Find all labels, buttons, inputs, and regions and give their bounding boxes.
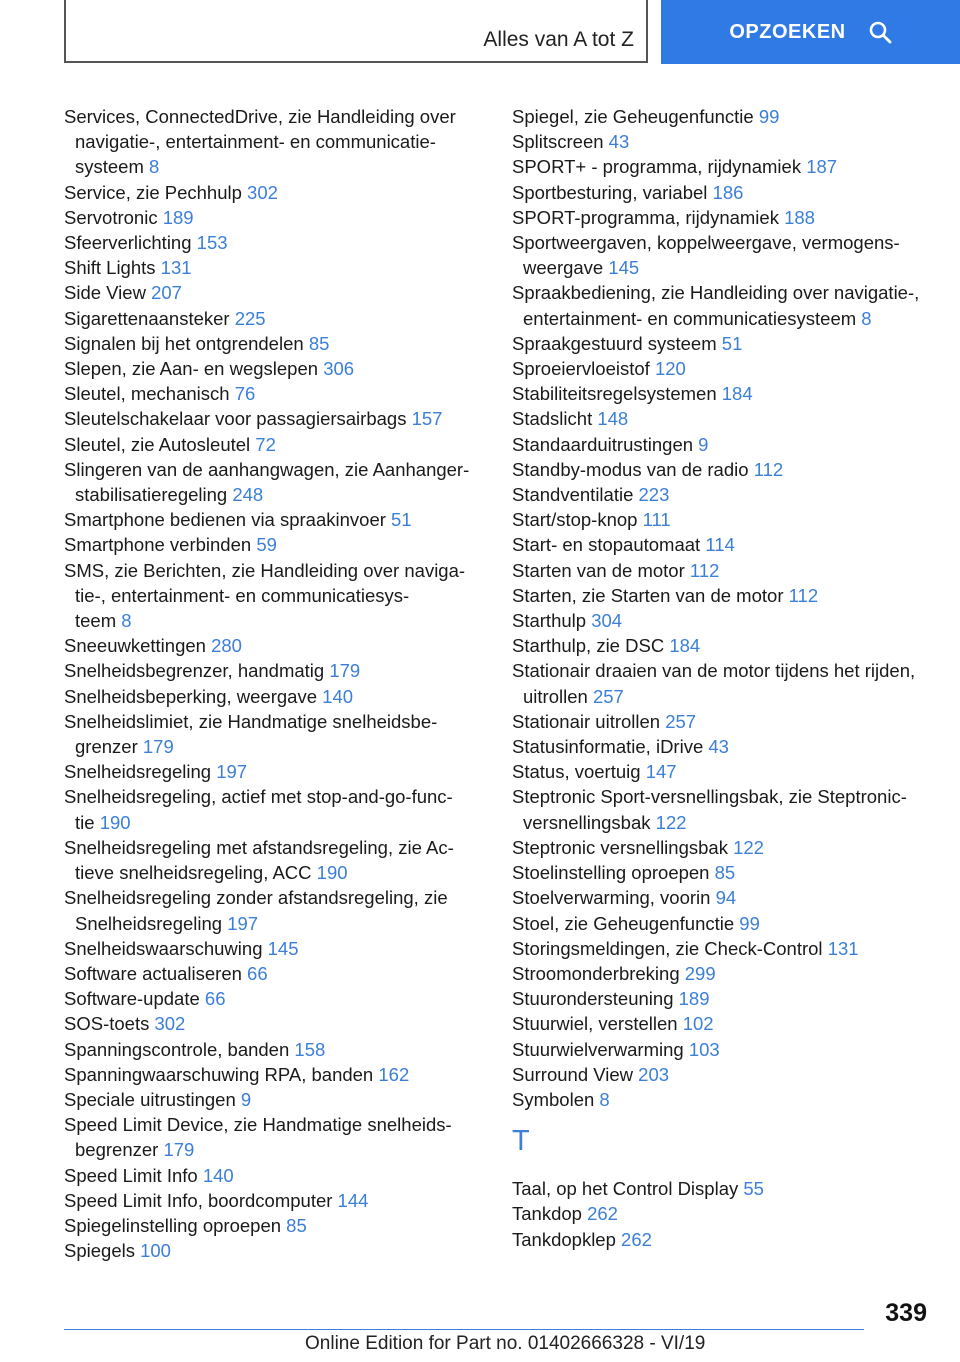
index-entry-text: Stoel, zie Geheugenfunctie	[512, 912, 735, 934]
index-entry-text: Spiegelinstelling oproepen	[64, 1214, 282, 1236]
index-entry-text: Slingeren van de aanhangwagen, zie Aanhanger- stabilisatieregeling	[64, 458, 470, 506]
index-entry-text: Stationair draaien van de motor tijdens het rijden, uitrollen	[512, 660, 916, 707]
page-link[interactable]: 85	[286, 1214, 307, 1236]
index-entry	[512, 331, 932, 356]
index-entry-text: Splitscreen	[512, 131, 604, 153]
index-entry	[512, 482, 932, 507]
index-entry	[512, 104, 932, 129]
index-entry	[512, 432, 932, 457]
page-link[interactable]: 112	[788, 584, 819, 606]
index-entry	[64, 658, 484, 683]
page-link[interactable]: 262	[587, 1203, 618, 1225]
index-entry	[512, 835, 932, 860]
page-link[interactable]: 102	[682, 1013, 714, 1035]
index-entry-text: Snelheidsregeling met afstandsregeling, zie Ac- tieve snelheidsregeling, ACC	[64, 836, 454, 884]
index-entry	[64, 1112, 484, 1162]
index-entry	[512, 759, 932, 784]
page-link[interactable]: 187	[806, 156, 838, 178]
page-link[interactable]: 9	[240, 1088, 252, 1110]
index-entry-text: Snelheidsbegrenzer, handmatig	[64, 660, 325, 682]
page-link[interactable]: 43	[708, 736, 729, 758]
index-entry	[64, 432, 484, 457]
index-entry	[64, 885, 484, 935]
index-entry	[64, 961, 484, 986]
page-link[interactable]: 189	[678, 988, 710, 1010]
index-entry	[64, 230, 484, 255]
page-link[interactable]: 112	[753, 458, 784, 480]
index-entry	[512, 1227, 932, 1252]
page-link[interactable]: 8	[599, 1088, 610, 1110]
index-entry-text: Software actualiseren	[64, 962, 242, 984]
index-entry-text: Stroomonderbreking	[512, 962, 680, 984]
index-entry	[512, 885, 932, 910]
page-link[interactable]: 8	[149, 156, 160, 178]
page-link[interactable]: 85	[714, 862, 736, 884]
index-entry	[512, 658, 932, 708]
index-entry	[64, 1062, 484, 1087]
index-entry	[64, 1238, 484, 1263]
page-link[interactable]: 184	[669, 635, 701, 657]
index-entry-text: Spanningwaarschuwing RPA, banden	[64, 1063, 374, 1085]
index-entry	[512, 608, 932, 633]
page-link[interactable]: 197	[227, 912, 259, 934]
index-entry-text: Shift Lights	[64, 257, 156, 279]
page-link[interactable]: 140	[202, 1164, 234, 1186]
page-link[interactable]: 225	[234, 307, 266, 329]
page-link[interactable]: 145	[267, 937, 299, 959]
index-entry-text: Stuurondersteuning	[512, 988, 674, 1010]
index-entry-text: Spraakgestuurd systeem	[512, 332, 717, 354]
index-entry-text: Service, zie Pechhulp	[64, 181, 242, 203]
page-link[interactable]: 257	[592, 685, 624, 707]
page-link[interactable]: 306	[323, 358, 355, 380]
page-link[interactable]: 122	[733, 836, 764, 858]
index-entries-t	[512, 1176, 932, 1252]
page-link[interactable]: 158	[294, 1038, 326, 1060]
page-link[interactable]: 76	[234, 383, 256, 405]
page-link[interactable]: 280	[211, 635, 242, 657]
index-entry	[64, 1213, 484, 1238]
page-link[interactable]: 147	[645, 761, 677, 783]
page-link[interactable]: 55	[743, 1178, 764, 1200]
index-entry-text: Stadslicht	[512, 408, 593, 430]
index-entry	[512, 709, 932, 734]
index-entry	[512, 129, 932, 154]
index-entry	[64, 709, 484, 759]
index-entry	[512, 583, 932, 608]
index-entry-text: Snelheidsregeling, actief met stop-and-go-func- tie	[64, 786, 453, 833]
index-entry-text: Smartphone bedienen via spraakinvoer	[64, 509, 386, 531]
page-link[interactable]: 299	[684, 962, 716, 984]
index-entry-text: Sportbesturing, variabel	[512, 181, 708, 203]
page-link[interactable]: 8	[121, 610, 132, 632]
page-link[interactable]: 186	[712, 181, 744, 203]
page-link[interactable]: 144	[337, 1189, 369, 1211]
page-link[interactable]: 153	[196, 232, 228, 254]
index-entry-text: Starthulp, zie DSC	[512, 635, 665, 657]
index-entry	[512, 734, 932, 759]
index-entry	[64, 1087, 484, 1112]
index-entry	[64, 684, 484, 709]
index-entry	[64, 986, 484, 1011]
index-entry	[64, 381, 484, 406]
index-entry-text: SOS-toets	[64, 1013, 150, 1035]
page-link[interactable]: 66	[247, 962, 268, 984]
page-link[interactable]: 43	[608, 131, 630, 153]
index-entry-text: Sleutelschakelaar voor passagiersairbags	[64, 408, 407, 430]
index-entry	[512, 961, 932, 986]
index-entry	[64, 784, 484, 834]
index-entry-text: Stoelinstelling oproepen	[512, 862, 710, 884]
index-entry-text: Sigarettenaansteker	[64, 307, 230, 329]
index-entry-text: Snelheidslimiet, zie Handmatige snelheidsbe- grenzer	[64, 710, 438, 758]
index-entry-text: Stationair uitrollen	[512, 710, 661, 732]
index-entry-text: Snelheidsbeperking, weergave	[64, 685, 318, 707]
index-entry-text: Spiegels	[64, 1240, 135, 1262]
index-entry-text: Signalen bij het ontgrendelen	[64, 332, 304, 354]
page-link[interactable]: 94	[715, 887, 737, 909]
page-link[interactable]: 103	[688, 1038, 720, 1060]
index-column-left	[64, 104, 484, 1263]
page-link[interactable]: 85	[308, 332, 330, 354]
index-entry-text: Starten van de motor	[512, 559, 685, 581]
index-entry	[64, 936, 484, 961]
index-entry-text: Software-update	[64, 988, 200, 1010]
page-link[interactable]: 257	[665, 710, 697, 732]
index-entry-text: SMS, zie Berichten, zie Handleiding over naviga- tie-, entertainment- en communicatiesys- teem	[64, 559, 466, 632]
index-entry	[64, 1011, 484, 1036]
page-link[interactable]: 120	[654, 358, 686, 380]
header-title-box	[64, 0, 648, 63]
index-entry	[64, 835, 484, 885]
index-entry	[64, 180, 484, 205]
index-entry-text: Sleutel, mechanisch	[64, 383, 230, 405]
page-link[interactable]: 59	[256, 534, 277, 556]
page-link[interactable]: 179	[329, 660, 361, 682]
index-entry-text: Standaarduitrustingen	[512, 433, 694, 455]
page-link[interactable]: 8	[861, 307, 872, 329]
index-entry-text: Standventilatie	[512, 484, 634, 506]
index-entry-text: Speciale uitrustingen	[64, 1088, 236, 1110]
index-entry-text: Spiegel, zie Geheugenfunctie	[512, 106, 754, 127]
index-entry-text: Statusinformatie, iDrive	[512, 736, 704, 758]
index-entry-text: Storingsmeldingen, zie Check-Control	[512, 937, 823, 959]
page-link[interactable]: 190	[316, 862, 348, 884]
index-entry	[512, 381, 932, 406]
index-entry-text: SPORT-programma, rijdynamiek	[512, 206, 779, 228]
index-entry	[64, 306, 484, 331]
index-entry	[512, 280, 932, 330]
index-entry	[64, 205, 484, 230]
page-link[interactable]: 304	[591, 610, 623, 632]
index-entry-text: Steptronic Sport-versnellingsbak, zie Steptronic- versnellingsbak	[512, 786, 907, 833]
index-entry-text: Stoelverwarming, voorin	[512, 887, 711, 909]
page-link[interactable]: 99	[739, 912, 760, 934]
index-entry	[512, 1062, 932, 1087]
index-entry	[512, 784, 932, 834]
page-number: 339	[885, 1299, 927, 1327]
index-entry	[64, 104, 484, 180]
index-entry-text: Status, voertuig	[512, 761, 641, 783]
page-link[interactable]: 248	[232, 484, 264, 506]
page-link[interactable]: 188	[784, 206, 815, 228]
index-entry-text: Tankdopklep	[512, 1228, 616, 1250]
search-button-label: OPZOEKEN	[729, 20, 846, 43]
index-entry-text: Sneeuwkettingen	[64, 635, 206, 657]
index-entry	[512, 1176, 932, 1201]
section-letter: T	[512, 1125, 530, 1158]
index-entry	[64, 457, 484, 507]
index-entry	[64, 759, 484, 784]
page-link[interactable]: 122	[655, 811, 687, 833]
index-entry-text: Servotronic	[64, 206, 158, 228]
page-link[interactable]: 162	[378, 1063, 410, 1085]
page-link[interactable]: 140	[322, 685, 354, 707]
page-link[interactable]: 112	[689, 559, 720, 581]
page-link[interactable]: 145	[608, 257, 640, 279]
page-link[interactable]: 148	[597, 408, 629, 430]
index-entry	[512, 406, 932, 431]
index-entry	[512, 154, 932, 179]
index-entry-text: Spanningscontrole, banden	[64, 1038, 290, 1060]
footer-text: Online Edition for Part no. 01402666328 - VI/19	[305, 1333, 706, 1354]
index-entry-text: Taal, op het Control Display	[512, 1178, 739, 1200]
index-entry-text: Services, ConnectedDrive, zie Handleiding over navigatie-, entertainment- en communicatie- systeem	[64, 106, 456, 178]
index-entry-text: Symbolen	[512, 1088, 595, 1110]
index-entry	[512, 205, 932, 230]
page-link[interactable]: 51	[391, 509, 412, 531]
index-entry	[64, 1037, 484, 1062]
page-link[interactable]: 157	[411, 408, 443, 430]
index-entry	[512, 986, 932, 1011]
page-link[interactable]: 207	[151, 282, 182, 304]
page-link[interactable]: 72	[255, 433, 276, 455]
index-entry	[64, 280, 484, 305]
index-entry-text: Sleutel, zie Autosleutel	[64, 433, 251, 455]
page-link[interactable]: 223	[638, 484, 670, 506]
index-entry	[512, 1037, 932, 1062]
page-link[interactable]: 302	[247, 181, 278, 203]
page-link[interactable]: 9	[698, 433, 709, 455]
page-link[interactable]: 262	[621, 1228, 652, 1250]
index-entry-text: Snelheidsregeling zonder afstandsregeling, zie Snelheidsregeling	[64, 887, 448, 934]
index-entry-text: Start/stop-knop	[512, 509, 638, 531]
index-entry-text: Steptronic versnellingsbak	[512, 836, 728, 858]
page-link[interactable]: 114	[705, 534, 735, 556]
index-entry-text: Sportweergaven, koppelweergave, vermogens- weergave	[512, 232, 900, 279]
header-title: Alles van A tot Z	[483, 28, 634, 51]
page-link[interactable]: 179	[163, 1139, 195, 1161]
index-entry-text: Tankdop	[512, 1203, 582, 1225]
page-link[interactable]: 203	[638, 1063, 670, 1085]
index-entry-text: Sproeiervloeistof	[512, 358, 650, 380]
index-entry	[512, 180, 932, 205]
index-entry	[512, 1087, 932, 1112]
page-link[interactable]: 302	[154, 1013, 186, 1035]
index-entry	[64, 255, 484, 280]
index-column-right	[512, 104, 932, 1252]
index-entry	[64, 507, 484, 532]
index-entry-text: Stuurwielverwarming	[512, 1038, 684, 1060]
page-link[interactable]: 66	[204, 988, 226, 1010]
index-entry	[64, 1163, 484, 1188]
index-entry	[512, 633, 932, 658]
page-link[interactable]: 184	[721, 383, 753, 405]
index-entry	[64, 406, 484, 431]
index-entry	[512, 911, 932, 936]
index-entry-text: Slepen, zie Aan- en wegslepen	[64, 358, 319, 380]
index-entry	[512, 1011, 932, 1036]
index-entry	[64, 356, 484, 381]
index-entry	[512, 356, 932, 381]
index-entry	[512, 230, 932, 280]
page-link[interactable]: 100	[140, 1240, 171, 1262]
index-entries-s	[512, 104, 932, 1112]
index-entry	[64, 532, 484, 557]
index-entry-text: Standby-modus van de radio	[512, 458, 749, 480]
index-entry-text: Snelheidswaarschuwing	[64, 937, 263, 959]
index-entry-text: Start- en stopautomaat	[512, 534, 701, 556]
index-entry-text: Stuurwiel, verstellen	[512, 1013, 678, 1035]
index-entry	[512, 507, 932, 532]
page-link[interactable]: 197	[216, 761, 248, 783]
page-link[interactable]: 131	[827, 937, 859, 959]
page-link[interactable]: 179	[142, 736, 174, 758]
index-entry-text: Starthulp	[512, 610, 587, 632]
index-entry-text: Speed Limit Info, boordcomputer	[64, 1189, 333, 1211]
index-entry	[64, 1188, 484, 1213]
index-entry-text: Stabiliteitsregelsystemen	[512, 383, 717, 405]
page-link[interactable]: 51	[721, 332, 743, 354]
index-entry-text: Side View	[64, 282, 146, 304]
index-entry-text: Starten, zie Starten van de motor	[512, 584, 784, 606]
index-entry	[512, 936, 932, 961]
index-entry-text: Speed Limit Info	[64, 1164, 198, 1186]
page-link[interactable]: 131	[160, 257, 192, 279]
index-entry	[512, 532, 932, 557]
search-button[interactable]	[661, 0, 960, 64]
page-link[interactable]: 190	[99, 811, 131, 833]
index-entry-text: Speed Limit Device, zie Handmatige snelheids- begrenzer	[64, 1114, 452, 1161]
index-entry	[64, 331, 484, 356]
index-entry-text: Sfeerverlichting	[64, 232, 192, 254]
index-entry	[512, 860, 932, 885]
index-entry-text: SPORT+ - programma, rijdynamiek	[512, 156, 802, 178]
index-entry-text: Smartphone verbinden	[64, 534, 252, 556]
index-entry	[512, 457, 932, 482]
index-entry-text: Spraakbediening, zie Handleiding over navigatie-, entertainment- en communicatiesysteem	[512, 282, 920, 329]
index-entry	[512, 1201, 932, 1226]
page-link[interactable]: 99	[758, 106, 780, 127]
page-link[interactable]: 111	[642, 509, 671, 531]
index-entry	[64, 633, 484, 658]
index-entry	[64, 558, 484, 634]
search-icon	[868, 20, 892, 44]
index-entry	[512, 558, 932, 583]
index-entry-text: Surround View	[512, 1063, 634, 1085]
page-link[interactable]: 189	[162, 206, 194, 228]
footer-divider	[64, 1329, 864, 1330]
index-entry-text: Snelheidsregeling	[64, 761, 212, 783]
